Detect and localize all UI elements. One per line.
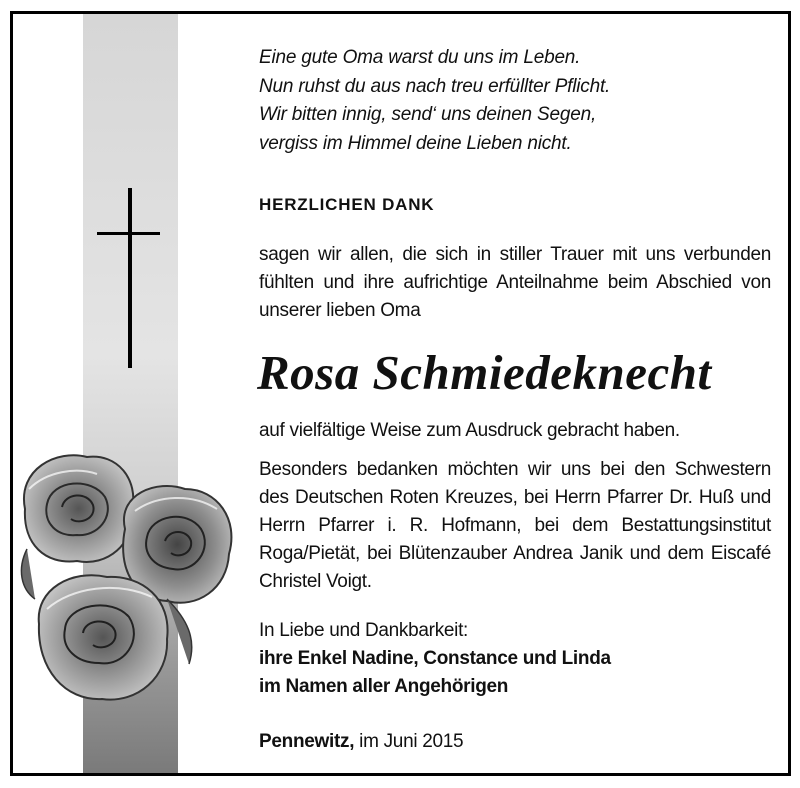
thanks-paragraph: sagen wir allen, die sich in stiller Trauer mit uns verbunden fühlten und ihre aufrichtige Anteilnahme beim Abschied von unserer lieben Oma bbox=[259, 244, 771, 321]
deceased-name: Rosa Schmiedeknecht bbox=[257, 345, 712, 400]
rose-bottom bbox=[39, 575, 168, 699]
closing-block bbox=[259, 617, 611, 701]
cross-icon bbox=[97, 188, 167, 368]
place-date bbox=[259, 731, 463, 753]
leaf-left bbox=[21, 549, 35, 599]
roses-image bbox=[17, 449, 247, 724]
closing-line-2: ihre Enkel Nadine, Constance und Linda bbox=[259, 648, 611, 669]
expression-paragraph: auf vielfältige Weise zum Ausdruck gebracht haben. bbox=[259, 420, 680, 441]
special-thanks-paragraph: Besonders bedanken möchten wir uns bei den Schwestern des Deutschen Roten Kreuzes, bei Herrn Pfarrer Dr. Huß und Herrn Pfarrer i. R. Hofmann, bei dem Bestattungsinstitut Roga/Pietät, bei Blütenzauber Andrea Janik und dem Eiscafé Christel Voigt. bbox=[259, 459, 771, 592]
closing-line-3: im Namen aller Angehörigen bbox=[259, 676, 509, 697]
closing-line-1: In Liebe und Dankbarkeit: bbox=[259, 620, 469, 641]
memorial-verse: Eine gute Oma warst du uns im Leben. Nun ruhst du aus nach treu erfüllter Pflicht. Wir bitten innig, send‘ uns deinen Segen, vergiss im Himmel deine Lieben nicht. bbox=[259, 47, 611, 154]
leaf-right bbox=[167, 599, 192, 664]
obituary-frame bbox=[10, 11, 791, 776]
heading-thanks: HERZLICHEN DANK bbox=[259, 195, 435, 214]
rose-top-left bbox=[24, 455, 133, 562]
date-text: im Juni 2015 bbox=[359, 731, 464, 752]
place-name: Pennewitz, bbox=[259, 731, 355, 752]
